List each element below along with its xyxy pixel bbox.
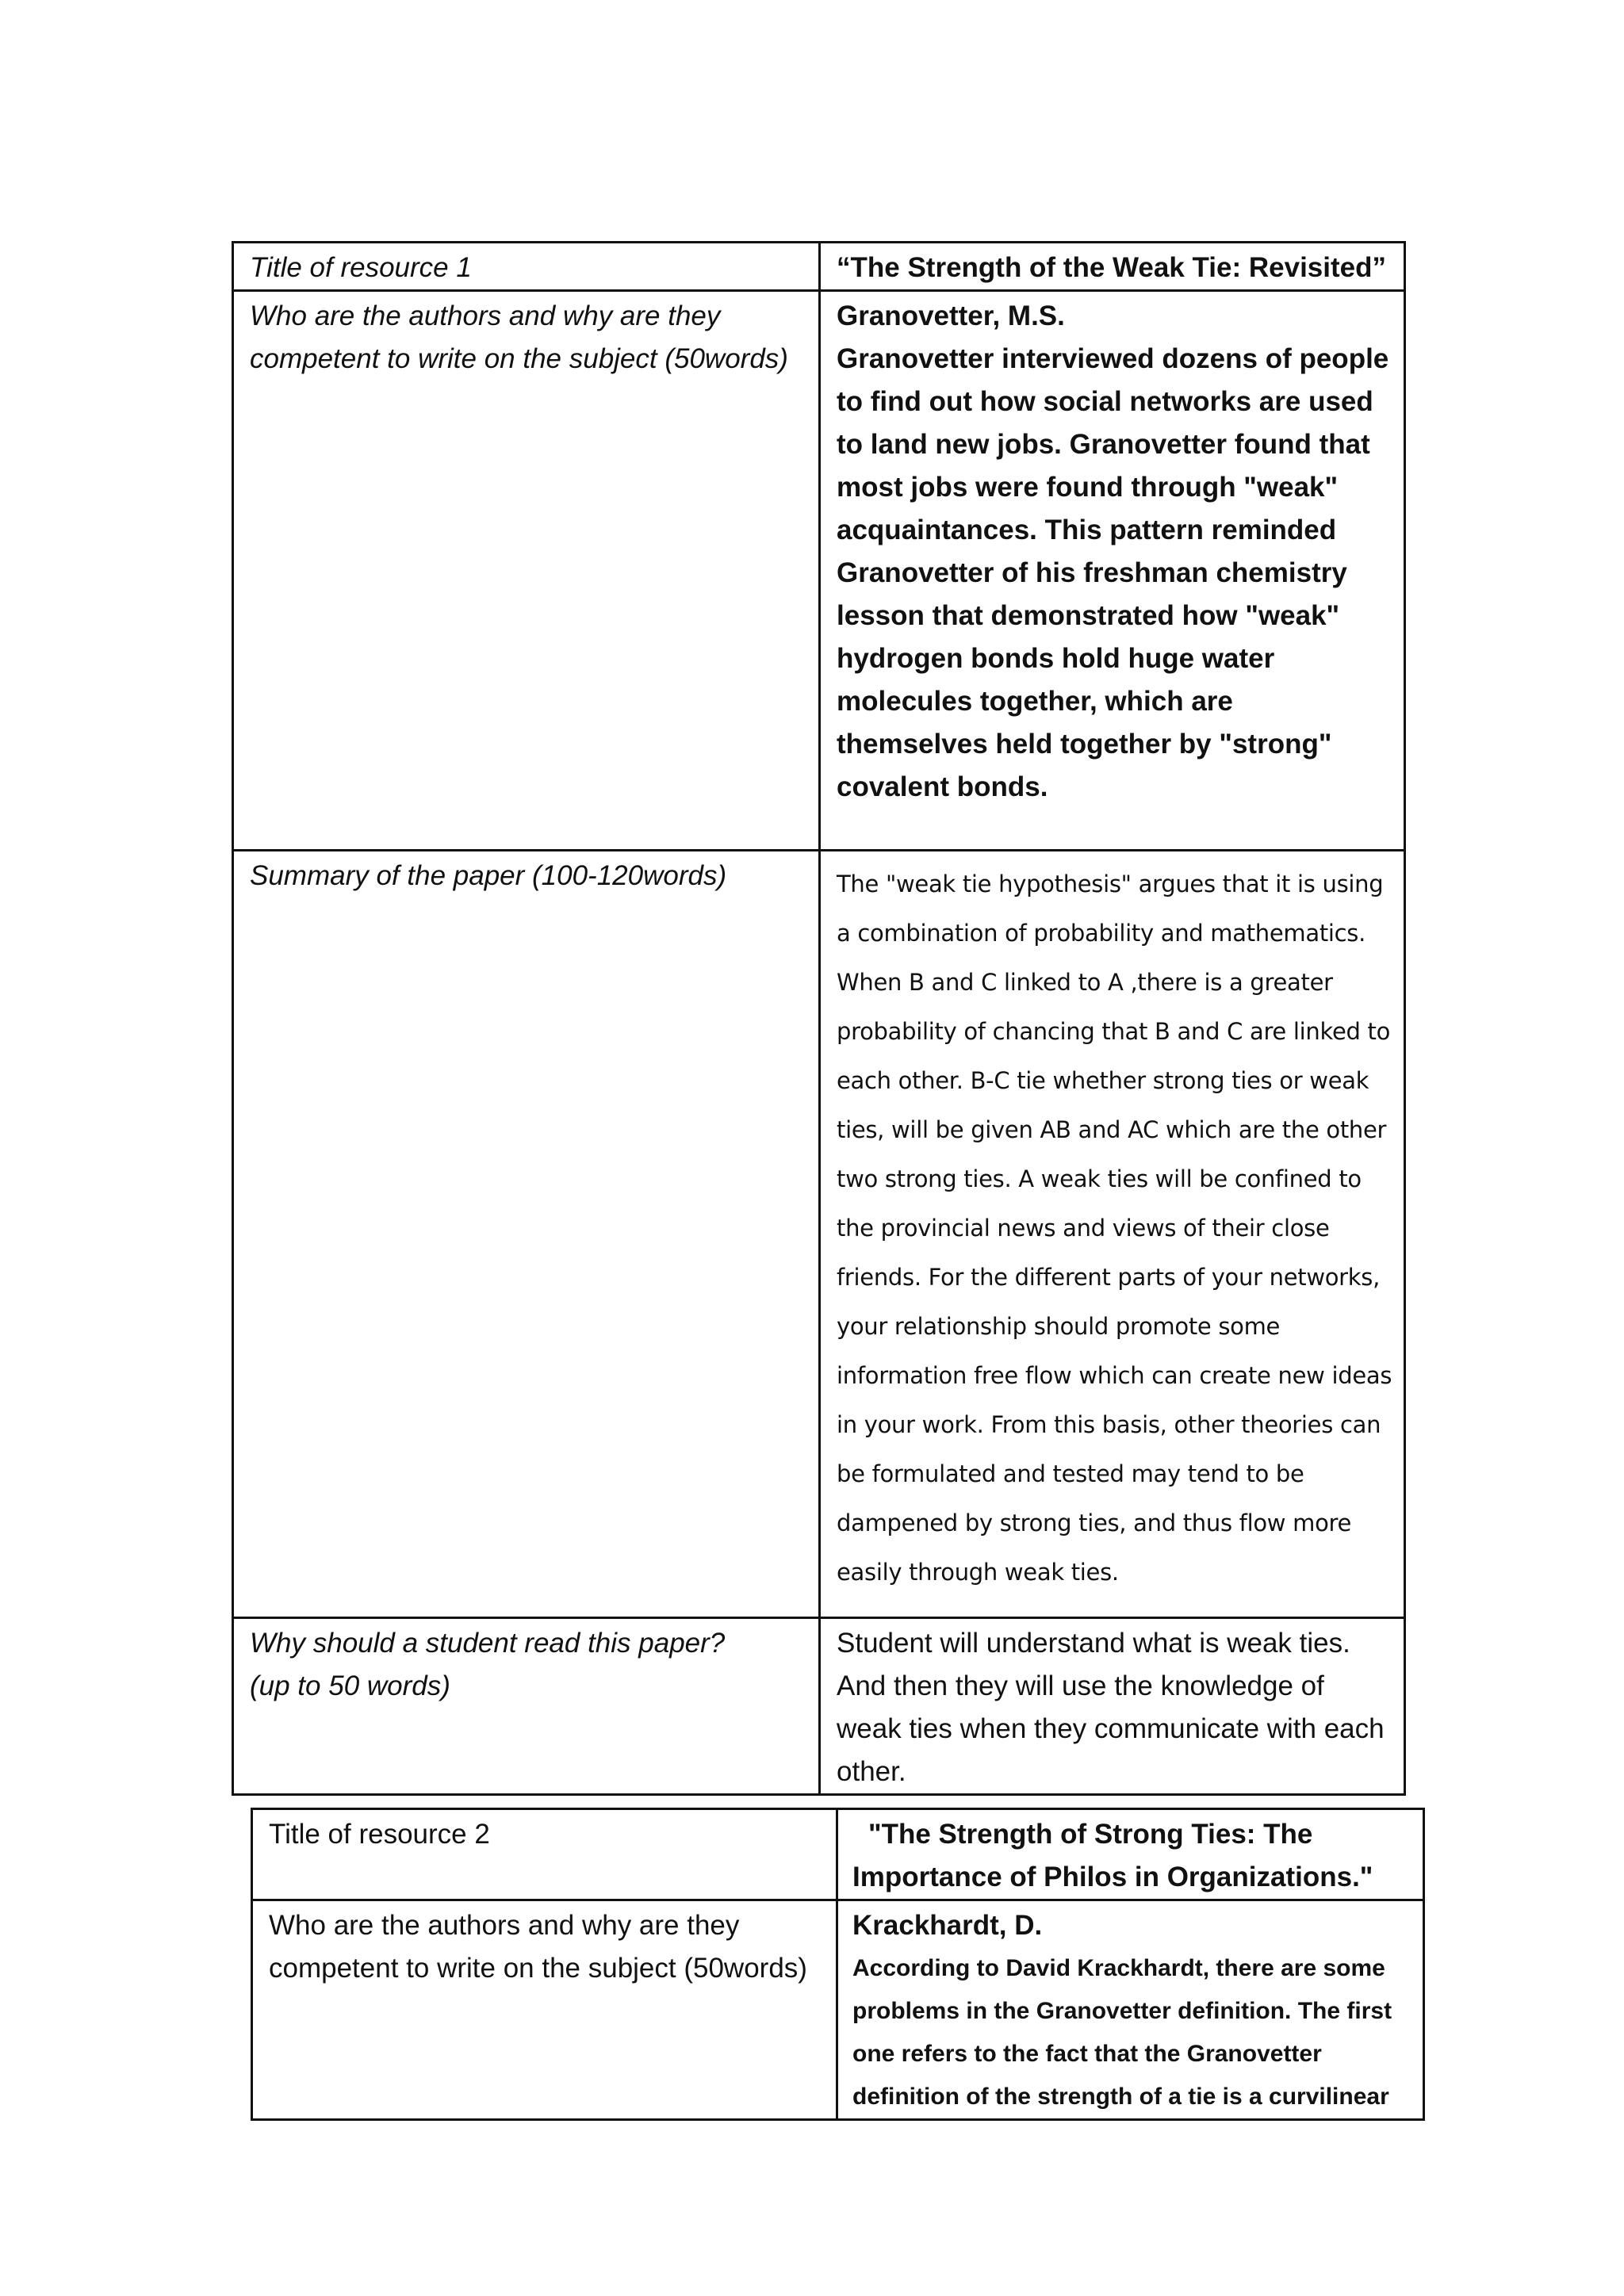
- why-label-line1: Why should a student read this paper?: [250, 1628, 726, 1659]
- title-label-cell: [233, 243, 820, 291]
- why-text: Student will understand what is weak ties. And then they will use the knowledge of weak ties when they communicate with each other.: [837, 1628, 1385, 1787]
- title-label-2: Title of resource 2: [269, 1819, 490, 1850]
- resource-1-table: [232, 241, 1406, 1796]
- summary-label: Summary of the paper (100-120words): [250, 860, 727, 891]
- summary-text: The "weak tie hypothesis" argues that it is using a combination of probability and mathematics. When B and C linked to A ,there is a greater probability of chancing that B and C are linked to each other. B-C tie whether strong ties or weak ties, will be given AB and AC which are the other two strong ties. A weak ties will be confined to the provincial news and views of their close friends. For the different parts of your networks, your relationship should promote some information free flow which can create new ideas in your work. From this basis, other theories can be formulated and tested may tend to be dampened by strong ties, and thus flow more easily through weak ties.: [837, 871, 1392, 1586]
- title-value-cell: [820, 243, 1405, 291]
- title-row: [233, 243, 1405, 291]
- author-description-2: According to David Krackhardt, there are some problems in the Granovetter definition. The first one refers to the fact that the Granovetter definition of the strength of a tie is a curvilinear: [852, 1955, 1392, 2110]
- authors-label-cell: [233, 291, 820, 851]
- authors-row: [233, 291, 1405, 851]
- author-description: Granovetter interviewed dozens of people to find out how social networks are used to land new jobs. Granovetter found that most jobs were found through "weak" acquaintances. This pattern reminded Granovetter of his freshman chemistry lesson that demonstrated how "weak" hydrogen bonds hold huge water molecules together, which are themselves held together by "strong" covalent bonds.: [837, 343, 1389, 802]
- resource-2-table: [251, 1808, 1425, 2121]
- title-label-cell-2: [252, 1809, 837, 1900]
- authors-value-cell-2: [837, 1900, 1424, 2120]
- summary-value-cell: [820, 851, 1405, 1618]
- authors-row-2: [252, 1900, 1424, 2120]
- author-name: Granovetter, M.S.: [837, 300, 1065, 331]
- title-value: “The Strength of the Weak Tie: Revisited”: [837, 252, 1386, 283]
- why-label-line2: (up to 50 words): [250, 1670, 450, 1701]
- title-value-2: "The Strength of Strong Ties: The Importance of Philos in Organizations.": [852, 1819, 1373, 1892]
- title-row-2: [252, 1809, 1424, 1900]
- authors-value-cell: [820, 291, 1405, 851]
- summary-label-cell: [233, 851, 820, 1618]
- authors-label: Who are the authors and why are they competent to write on the subject (50words): [250, 300, 788, 374]
- why-value-cell: [820, 1618, 1405, 1795]
- authors-label-2: Who are the authors and why are they competent to write on the subject (50words): [269, 1910, 807, 1984]
- why-label-cell: [233, 1618, 820, 1795]
- why-row: [233, 1618, 1405, 1795]
- summary-row: [233, 851, 1405, 1618]
- authors-label-cell-2: [252, 1900, 837, 2120]
- author-name-2: Krackhardt, D.: [852, 1910, 1043, 1941]
- title-value-cell-2: [837, 1809, 1424, 1900]
- title-label: Title of resource 1: [250, 252, 472, 283]
